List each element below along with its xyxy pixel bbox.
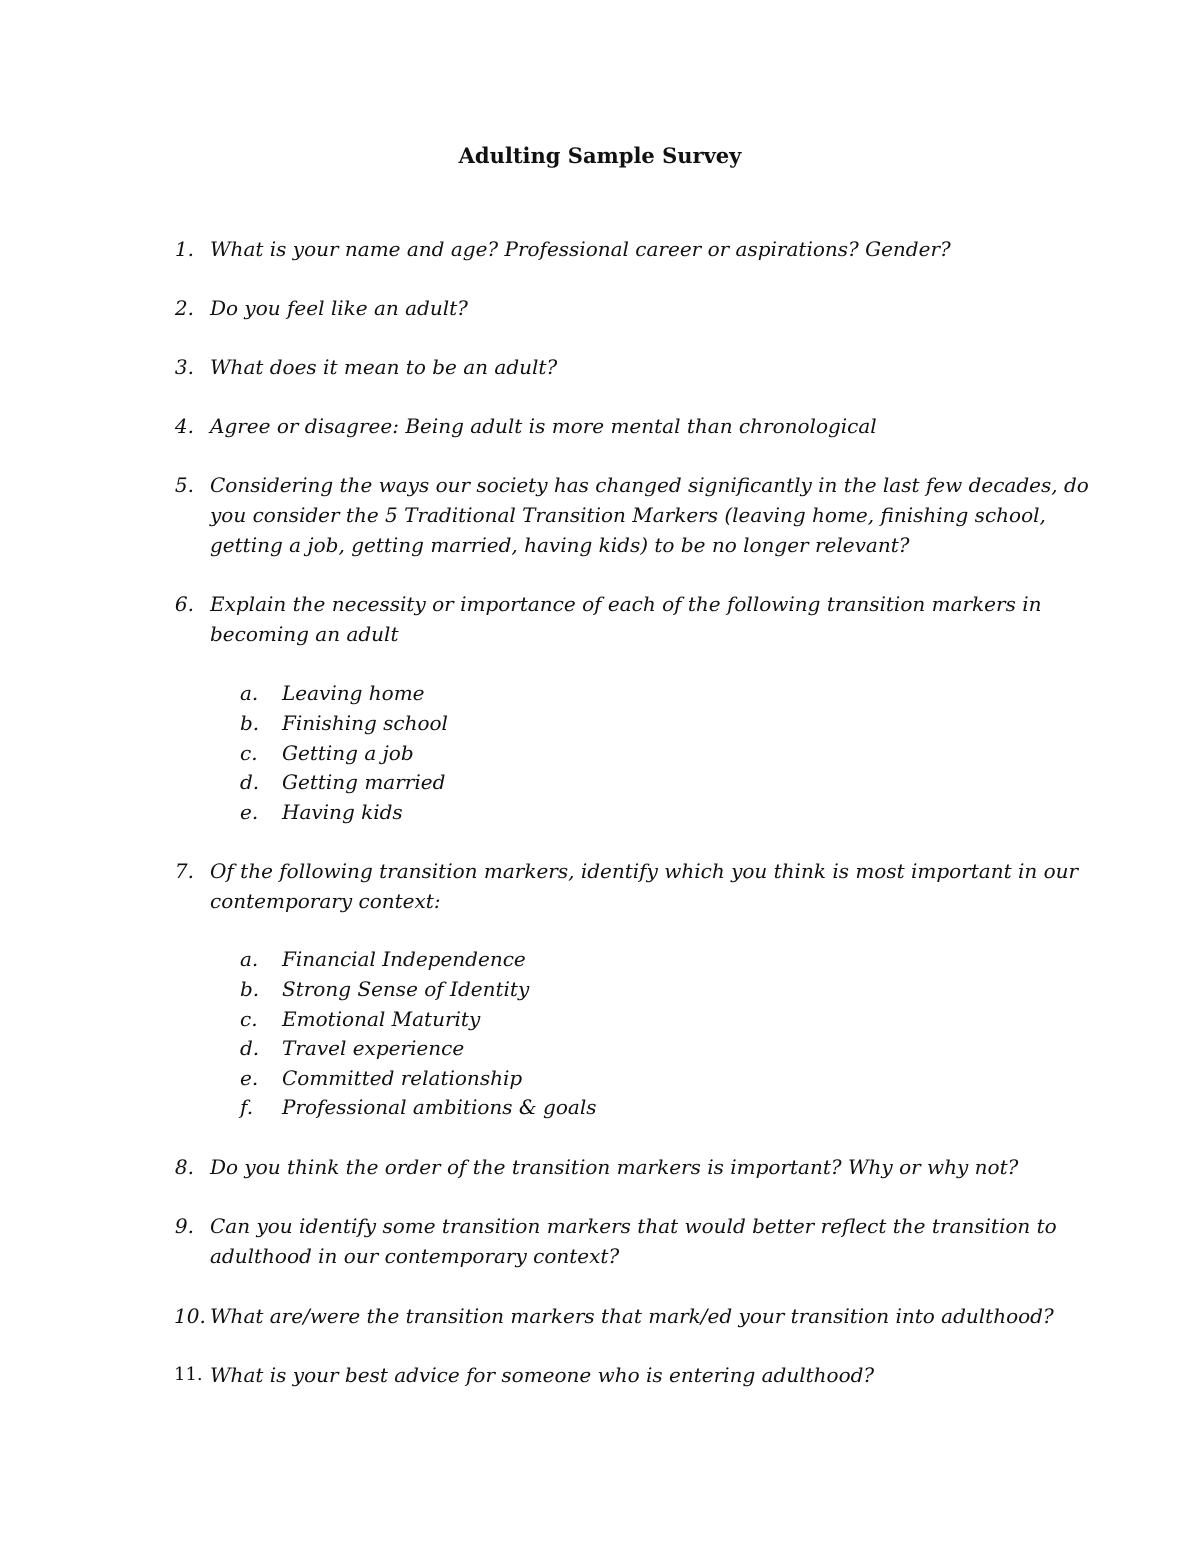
question-number: 4. (174, 414, 194, 438)
question-text: Do you feel like an adult? (210, 296, 468, 320)
option-letter: e. (240, 800, 259, 824)
question-text-line: Of the following transition markers, identify which you think is most important in our (210, 859, 1079, 883)
question-number: 8. (174, 1155, 194, 1179)
option-letter: c. (240, 1007, 258, 1031)
option-letter: b. (240, 977, 260, 1001)
option-text: Strong Sense of Identity (282, 977, 530, 1001)
question-text: Agree or disagree: Being adult is more mental than chronological (210, 414, 877, 438)
question-text-line: you consider the 5 Traditional Transition Markers (leaving home, finishing school, (210, 503, 1046, 527)
option-letter: d. (240, 1036, 260, 1060)
option-text: Having kids (282, 800, 403, 824)
question-number: 2. (174, 296, 194, 320)
option-text: Travel experience (282, 1036, 465, 1060)
question-text-line: Explain the necessity or importance of each of the following transition markers in (210, 592, 1042, 616)
option-letter: d. (240, 770, 260, 794)
option-text: Emotional Maturity (282, 1007, 481, 1031)
question-number: 11. (174, 1364, 203, 1385)
question-number: 6. (174, 592, 194, 616)
question-text-line: contemporary context: (210, 889, 441, 913)
question-text-line: adulthood in our contemporary context? (210, 1244, 620, 1268)
question-text: What is your best advice for someone who is entering adulthood? (210, 1363, 875, 1387)
question-number: 1. (174, 237, 194, 261)
option-letter: c. (240, 741, 258, 765)
option-letter: e. (240, 1066, 259, 1090)
question-text: Do you think the order of the transition markers is important? Why or why not? (210, 1155, 1019, 1179)
question-text-line: Considering the ways our society has changed significantly in the last few decades, do (210, 473, 1089, 497)
option-text: Professional ambitions & goals (282, 1095, 597, 1119)
option-text: Leaving home (282, 681, 425, 705)
option-letter: a. (240, 947, 259, 971)
question-number: 10. (174, 1304, 206, 1328)
option-text: Finishing school (282, 711, 448, 735)
page-title: Adulting Sample Survey (458, 143, 742, 168)
option-letter: a. (240, 681, 259, 705)
option-text: Getting married (282, 770, 446, 794)
question-number: 7. (174, 859, 194, 883)
question-text: What is your name and age? Professional career or aspirations? Gender? (210, 237, 951, 261)
question-text: What does it mean to be an adult? (210, 355, 558, 379)
question-text-line: Can you identify some transition markers that would better reflect the transition to (210, 1214, 1057, 1238)
option-text: Getting a job (282, 741, 414, 765)
option-text: Financial Independence (282, 947, 526, 971)
question-text-line: getting a job, getting married, having kids) to be no longer relevant? (210, 533, 910, 557)
option-text: Committed relationship (282, 1066, 523, 1090)
question-text: What are/were the transition markers that mark/ed your transition into adulthood? (210, 1304, 1054, 1328)
question-number: 9. (174, 1214, 194, 1238)
option-letter: b. (240, 711, 260, 735)
question-number: 3. (174, 355, 194, 379)
question-number: 5. (174, 473, 194, 497)
question-text-line: becoming an adult (210, 622, 399, 646)
option-letter: f. (240, 1095, 254, 1119)
